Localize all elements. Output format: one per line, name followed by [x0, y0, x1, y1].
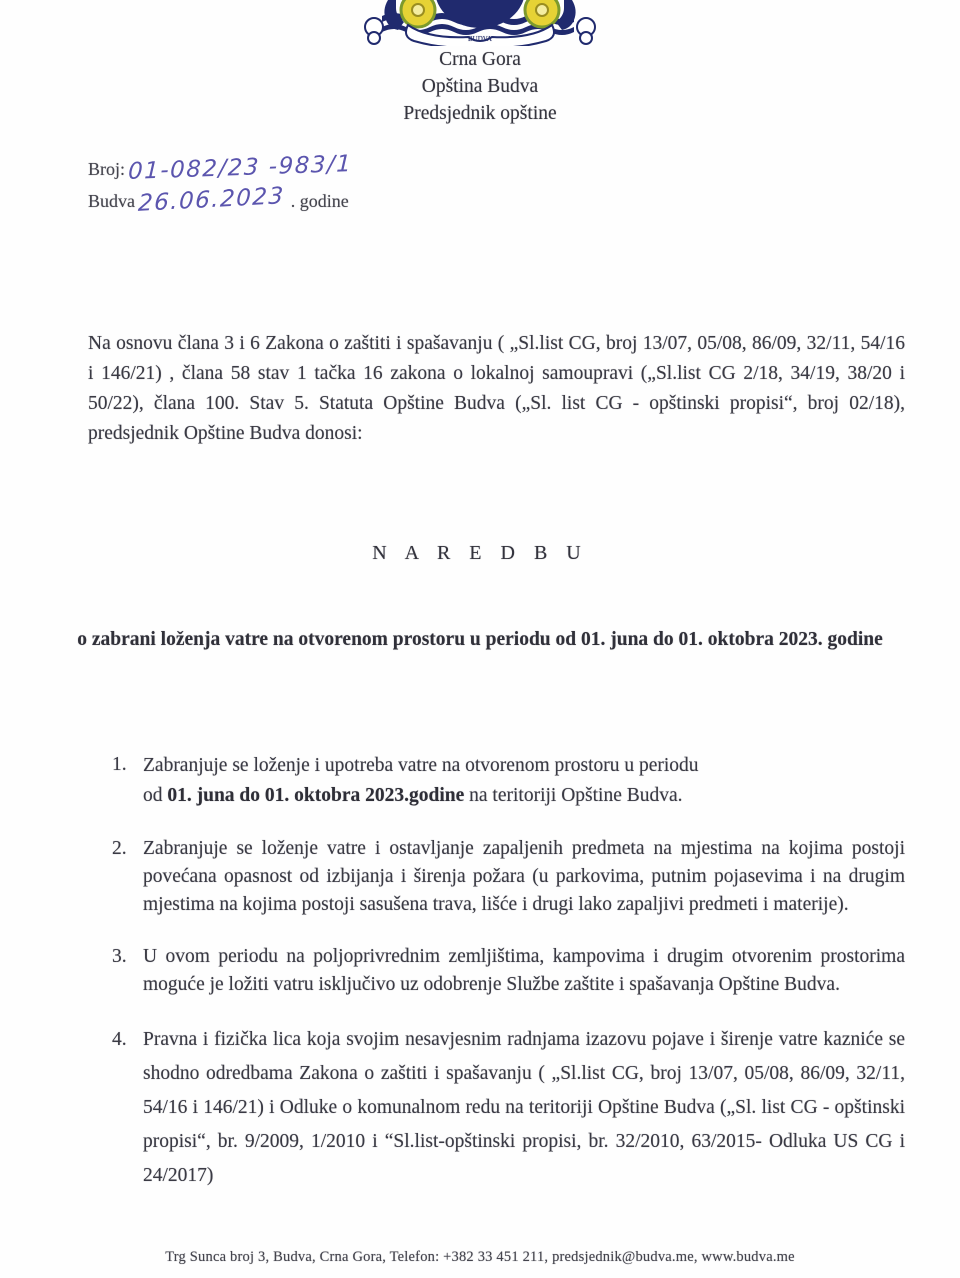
item-number: 2.: [112, 838, 127, 859]
date-suffix: . godine: [290, 191, 349, 211]
order-item-1: [88, 751, 905, 811]
budva-coat-of-arms-icon: [360, 0, 600, 46]
emblem-banner-text: BUDVA: [468, 35, 492, 43]
handwritten-number: 01-082/23 -983/1: [127, 151, 353, 185]
document-subtitle: o zabrani loženja vatre na otvorenom prostoru u periodu od 01. juna do 01. oktobra 2023. godine: [77, 629, 883, 650]
letterhead-office: Predsjednik opštine: [403, 103, 557, 124]
item1-line2-pre: od: [143, 785, 168, 806]
legal-preamble: Na osnovu člana 3 i 6 Zakona o zaštiti i spašavanju ( „Sl.list CG, broj 13/07, 05/08, 86/09, 32/11, 54/16 i 146/21) , člana 58 stav 1 tačka 16 zakona o lokalnoj samoupravi („Sl.list CG 2/18, 34/19, 38/20 i 50/22), člana 100. Stav 5. Statuta Opštine Budva („Sl. list CG - opštinski propisi“, broj 02/18), predsjednik Opštine Budva donosi:: [88, 333, 905, 444]
document-number-line: [88, 153, 960, 185]
item1-line2-post: na teritoriji Opštine Budva.: [464, 785, 683, 806]
order-item-2: [88, 835, 905, 919]
handwritten-date: 26.06.2023: [137, 183, 286, 217]
place-label: Budva: [88, 191, 135, 211]
item-number: 4.: [112, 1029, 127, 1050]
item-text: Pravna i fizička lica koja svojim nesavjesnim radnjama izazovu pojave i širenje vatre kazniće se shodno odredbama Zakona o zaštiti i spašavanju ( „Sl.list CG, broj 13/07, 05/08, 86/09, 32/11, 54/16 i 146/21) i Odluke o komunalnom redu na teritoriji Opštine Budva („Sl. list CG - opštinski propisi“, br. 9/2009, 1/2010 i “Sl.list-opštinski propisi, br. 32/2010, 63/2015- Odluka US CG i 24/2017): [143, 1029, 905, 1186]
item1-line1: Zabranjuje se loženje i upotreba vatre na otvorenom prostoru u periodu: [143, 755, 699, 776]
document-date-line: [88, 185, 960, 217]
number-label: Broj:: [88, 159, 126, 179]
document-meta: [88, 153, 960, 217]
coat-of-arms-container: [0, 0, 960, 46]
item-text: [143, 751, 905, 811]
order-item-3: [88, 943, 905, 999]
order-item-4: [88, 1023, 905, 1193]
item-text: Zabranjuje se loženje vatre i ostavljanje zapaljenih predmeta na mjestima na kojima postoji povećana opasnost od izbijanja i širenja požara (u parkovima, putnim pojasevima i na drugim mjestima na kojima postoji sasušena trava, lišće i drugi lako zapaljivi predmeti i materije).: [143, 838, 905, 915]
item1-bold-period: 01. juna do 01. oktobra 2023.godine: [167, 785, 465, 806]
letterhead-country: Crna Gora: [439, 49, 521, 70]
item-number: 3.: [112, 946, 127, 967]
letterhead: [0, 46, 960, 127]
letterhead-municipality: Opština Budva: [421, 76, 539, 97]
letterhead-footer: Trg Sunca broj 3, Budva, Crna Gora, Telefon: +382 33 451 211, predsjednik@budva.me, www.budva.me: [165, 1249, 795, 1265]
item-number: 1.: [112, 754, 127, 775]
order-items: [88, 751, 905, 1193]
item-text: U ovom periodu na poljoprivrednim zemljištima, kampovima i drugim otvorenim prostorima moguće je ložiti vatru isključivo uz odobrenje Službe zaštite i spašavanja Opštine Budva.: [143, 946, 905, 995]
document-title: N A R E D B U: [372, 542, 588, 564]
